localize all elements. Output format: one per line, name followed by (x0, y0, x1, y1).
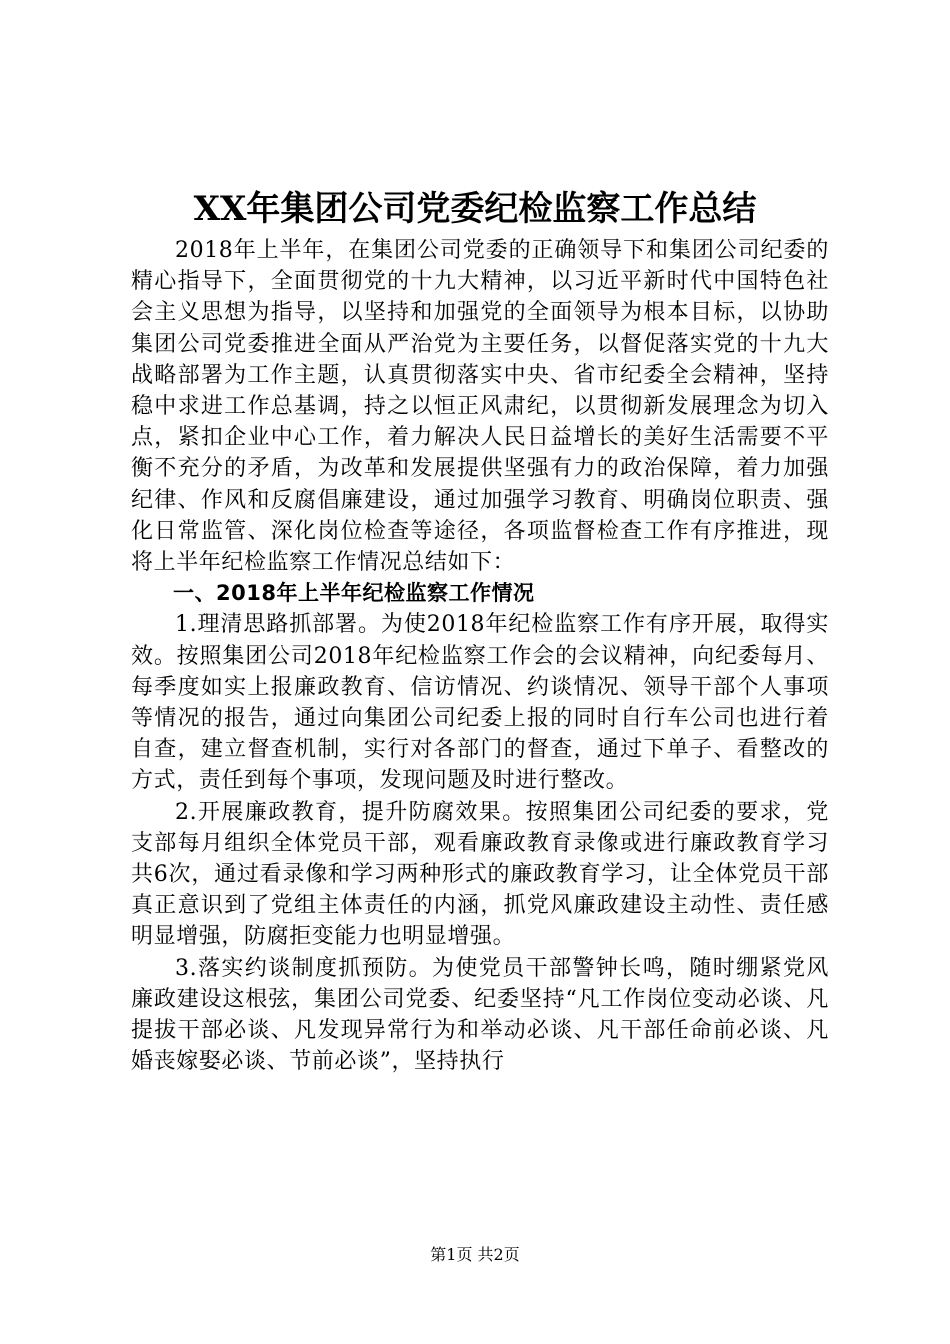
document-body (131, 235, 829, 1077)
intro-paragraph: 2018年上半年，在集团公司党委的正确领导下和集团公司纪委的精心指导下，全面贯彻党的十九大精神，以习近平新时代中国特色社会主义思想为指导，以坚持和加强党的全面领导为根本目标，以协助集团公司党委推进全面从严治党为主要任务，以督促落实党的十九大战略部署为工作主题，认真贯彻落实中央、省市纪委全会精神，坚持稳中求进工作总基调，持之以恒正风肃纪，以贯彻新发展理念为切入点，紧扣企业中心工作，着力解决人民日益增长的美好生活需要不平衡不充分的矛盾，为改革和发展提供坚强有力的政治保障，着力加强纪律、作风和反腐倡廉建设，通过加强学习教育、明确岗位职责、强化日常监管、深化岗位检查等途径，各项监督检查工作有序推进，现将上半年纪检监察工作情况总结如下： (131, 238, 829, 576)
section-heading: 一、2018年上半年纪检监察工作情况 (173, 581, 535, 606)
page-footer: 第1页 共2页 (430, 1245, 520, 1264)
item-paragraph-2: 2.开展廉政教育，提升防腐效果。按照集团公司纪委的要求，党支部每月组织全体党员干部，观看廉政教育录像或进行廉政教育学习共6次，通过看录像和学习两种形式的廉政教育学习，让全体党员干部真正意识到了党组主体责任的内涵，抓党风廉政建设主动性、责任感明显增强，防腐拒变能力也明显增强。 (131, 799, 829, 950)
document-title: XX年集团公司党委纪检监察工作总结 (193, 189, 757, 229)
item-paragraph-3: 3.落实约谈制度抓预防。为使党员干部警钟长鸣，随时绷紧党风廉政建设这根弦，集团公司党委、纪委坚持“凡工作岗位变动必谈、凡提拔干部必谈、凡发现异常行为和举动必谈、凡干部任命前必谈、凡婚丧嫁娶必谈、节前必谈”，坚持执行 (131, 955, 829, 1075)
item-paragraph-1: 1.理清思路抓部署。为使2018年纪检监察工作有序开展，取得实效。按照集团公司2018年纪检监察工作会的会议精神，向纪委每月、每季度如实上报廉政教育、信访情况、约谈情况、领导干部个人事项等情况的报告，通过向集团公司纪委上报的同时自行车公司也进行着自查，建立督查机制，实行对各部门的督查，通过下单子、看整改的方式，责任到每个事项，发现问题及时进行整改。 (131, 612, 829, 794)
